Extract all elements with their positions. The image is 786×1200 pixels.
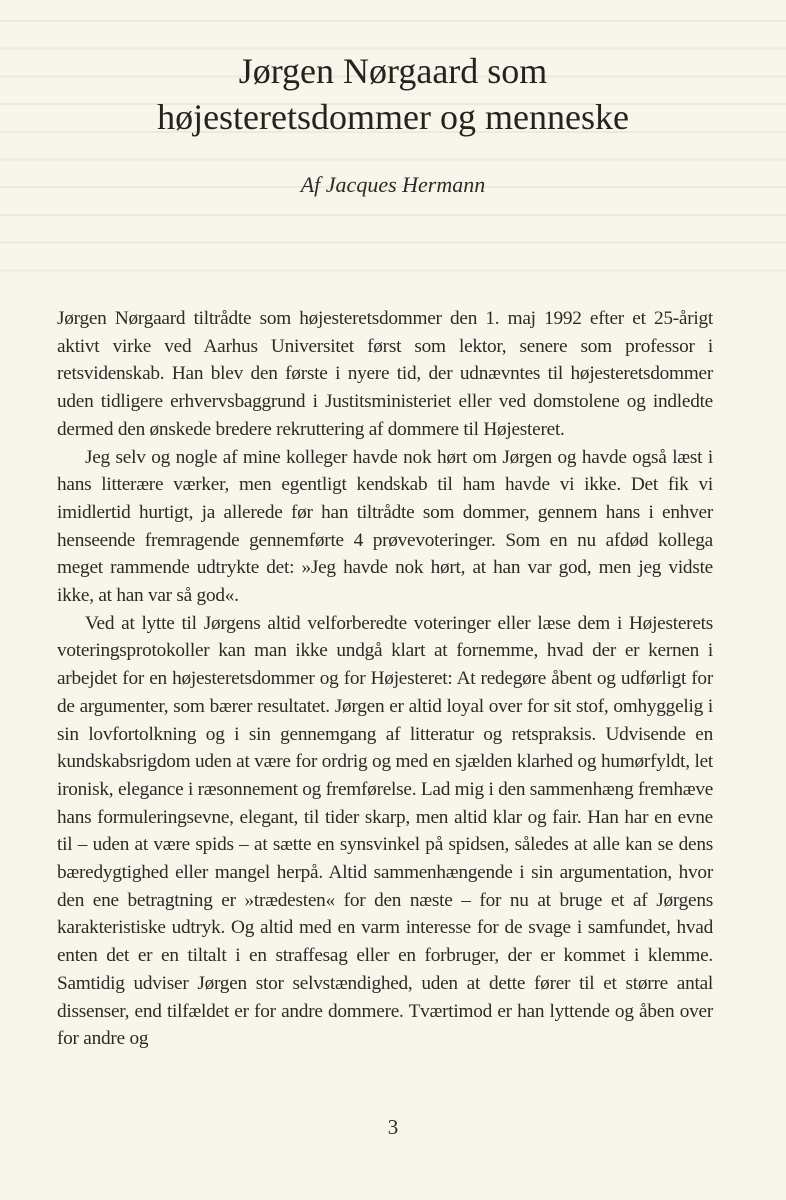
page-number: 3	[387, 1115, 399, 1139]
paragraph-2: Jeg selv og nogle af mine kolleger havde nok hørt om Jørgen og havde også læst i hans litterære værker, men egentligt kendskab til ham havde vi ikke. Det fik vi imidlertid hurtigt, ja allerede før han tiltrådte som dommer, gennem hans i enhver henseende fremragende gennemførte 4 prøvevoteringer. Som en nu afdød kollega meget rammende udtrykte det: »Jeg havde nok hørt, at han var god, men jeg vidste ikke, at han var så god«.	[57, 446, 713, 607]
paragraph-1: Jørgen Nørgaard tiltrådte som højesteretsdommer den 1. maj 1992 efter et 25-årigt aktivt virke ved Aarhus Universitet først som lektor, senere som professor i retsvidenskab. Han blev den første i nyere tid, der udnævntes til højesteretsdommer uden tidligere erhvervsbaggrund i Justitsministeriet eller ved domstolene og indledte dermed den ønskede bredere rekruttering af dommere til Højesteret.	[57, 308, 713, 440]
article-body	[57, 305, 713, 1053]
author-byline: Af Jacques Hermann	[300, 172, 486, 197]
title-line-2: højesteretsdommer og menneske	[157, 97, 629, 137]
title-line-1: Jørgen Nørgaard som	[238, 51, 548, 91]
show-through-text	[0, 0, 786, 290]
paragraph-3: Ved at lytte til Jørgens altid velforberedte voteringer eller læse dem i Højesterets voteringsprotokoller kan man ikke undgå klart at fornemme, hvad der er kernen i arbejdet for en højesteretsdommer og for Højesteret: At redegøre åbent og udførligt for de argumenter, som bærer resultatet. Jørgen er altid loyal over for sit stof, omhyggelig i sin lovfortolkning og i sin gennemgang af litteratur og retspraksis. Udvisende en kundskabsrigdom uden at være for ordrig og med en sjælden klarhed og humørfyldt, let ironisk, elegance i ræsonnement og fremførelse. Lad mig i den sammenhæng fremhæve hans formuleringsevne, elegant, til tider skarp, men altid klar og fair. Han har en evne til – uden at være spids – at sætte en synsvinkel på spidsen, således at alle kan se dens bæredygtighed eller mangel herpå. Altid sammenhængende i sin argumentation, hvor den ene betragtning er »trædesten« for den næste – for nu at bruge et af Jørgens karakteristiske udtryk. Og altid med en varm interesse for de svage i samfundet, hvad enten det er en tiltalt i en straffesag eller en forbruger, der er kommet i klemme. Samtidig udviser Jørgen stor selvstændighed, uden at dette fører til et større antal dissenser, end tilfældet er for andre dommere. Tværtimod er han lyttende og åben over for andre og	[57, 612, 714, 1050]
article-title	[0, 48, 786, 140]
